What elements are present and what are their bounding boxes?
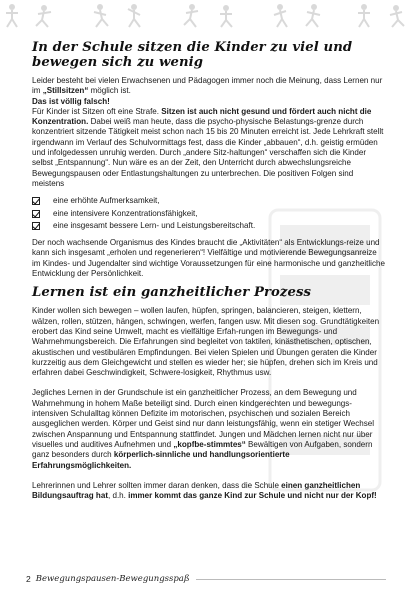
list-item [32, 195, 387, 207]
list-item [32, 208, 387, 220]
paragraph-teachers [32, 481, 387, 502]
paragraph-text: Für Kinder ist Sitzen oft eine Strafe. [32, 106, 162, 116]
figure-icon [4, 3, 64, 29]
page-footer [26, 574, 386, 584]
figure-icon [352, 3, 412, 29]
paragraph-text: Dabei weiß man heute, dass die psycho-physische Belastungs-grenze durch konzentriert sitzende Tätigkeit meist schon nach 15 bis 20 Minuten erreicht ist. Jede Lehrkraft stellt irgendwann im Verlauf des Schulvormittags fest, dass die Kinder „abbauen“, d.h. geistig ermüden und infolgedessen unruhig werden. Durch „andere Sitz-haltungen“ verschaffen sich die Kinder selbst „Entspannung“. Nun wäre es an der Zeit, den Unterricht durch abwechslungsreiche Bewegungspausen oder Entlastungshaltungen zu unterbrechen. Die positiven Folgen sind meistens [32, 117, 384, 188]
paragraph-text: Lehrerinnen und Lehrer sollten immer daran denken, dass die Schule [32, 480, 282, 490]
figure-icon [180, 3, 240, 29]
figure-icon [270, 3, 330, 29]
list-item-text: eine insgesamt bessere Lern- und Leistungsbereitschaft. [53, 220, 256, 230]
checkbox-checked-icon [32, 210, 40, 218]
benefits-checklist [32, 195, 387, 232]
emphasis-text: Das ist völlig falsch! [32, 96, 110, 106]
paragraph-holistic-process [32, 388, 387, 470]
emphasis-text: einen ganzheitlichen Bildungsauftrag hat [32, 480, 361, 501]
emphasis-text: „Stillsitzen“ [42, 86, 89, 96]
list-item-text: eine intensivere Konzentrationsfähigkeit, [53, 208, 198, 218]
page-number: 2 [26, 574, 31, 584]
footer-divider [196, 579, 386, 580]
emphasis-text: Sitzen ist auch nicht gesund und fördert auch nicht die Konzentration. [32, 106, 372, 127]
emphasis-text: „kopfbe-stimmtes“ [173, 439, 246, 449]
paragraph-text: , d.h. [108, 491, 129, 501]
paragraph-children-move: Kinder wollen sich bewegen – wollen laufen, hüpfen, springen, balancieren, steigen, klettern, wälzen, rollen, stützen, hängen, schwingen, werfen, fangen usw. Mit diesen sog. Grundtätigkeiten erobert das Kind seine Umwelt, macht es vielfältige Erfah-rungen im Bewegungs- und Wahrnehmungsbereich. Die Erfahrungen sind begleitet von taktilen, kinästhetischen, optischen, akustischen und vestibulären Empfindungen. Bei vielen Spielen und Übungen geraten die Kinder kurzzeitig aus dem Gleichgewicht und stellen es wieder her; sie hüpfen, drehen sich im Kreis und erfahren dabei Geschwindigkeit, Schwere-losigkeit, Rhythmus usw. [32, 306, 380, 378]
heading-sitting-too-much: In der Schule sitzen die Kinder zu viel und bewegen sich zu wenig [32, 40, 353, 70]
heading-holistic-learning: Lernen ist ein ganzheitlicher Prozess [32, 285, 312, 301]
emphasis-text: körperlich-sinnliche und handlungsorientierte Erfahrungsmöglichkeiten. [32, 450, 290, 470]
decorative-header-band [0, 0, 415, 32]
paragraph-development: Der noch wachsende Organismus des Kindes braucht die „Aktivitäten“ als Entwicklungs-reize und kann sich insgesamt „erholen und regenerieren“! Vielfältige und motivierende Bewegungsanreize im Kindes- und Jugendalter sind wichtige Voraussetzungen für eine harmonische und ganzheitliche Entwicklung der Persönlichkeit. [32, 238, 385, 279]
checkbox-checked-icon [32, 197, 40, 205]
main-content [32, 40, 387, 501]
footer-title: Bewegungspausen-Bewegungsspaß [35, 574, 190, 584]
list-item [32, 220, 387, 232]
paragraph-text: Jegliches Lernen in der Grundschule ist ein ganzheitlicher Prozess, an dem Bewegung und Wahrnehmung in hohem Maße beteiligt sind. Durch einen kindgerechten und bewegungs-intensiven Schulalltag können Defizite im motorischen, psychischen und sozialen Bereich ausgeglichen werden. Körper und Geist sind nur dann leistungsfähig, wenn ein stetiger Wechsel zwischen Anspannung und Entspannung stattfindet. Jungen und Mädchen lernen nicht nur über visuelles und auditives Aufnehmen und [32, 388, 375, 449]
emphasis-text: immer kommt das ganze Kind zur Schule und nicht nur der Kopf! [128, 491, 377, 501]
figure-icon [90, 3, 150, 29]
paragraph-sitting [32, 76, 387, 189]
paragraph-text: Leider besteht bei vielen Erwachsenen und Pädagogen immer noch die Meinung, dass Lernen nur im [32, 76, 383, 96]
paragraph-text: Bewältigen von Aufgaben, sondern ganz besonders durch [32, 439, 373, 460]
list-item-text: eine erhöhte Aufmerksamkeit, [53, 196, 160, 206]
checkbox-checked-icon [32, 222, 40, 230]
paragraph-text: möglich ist. [88, 86, 131, 96]
